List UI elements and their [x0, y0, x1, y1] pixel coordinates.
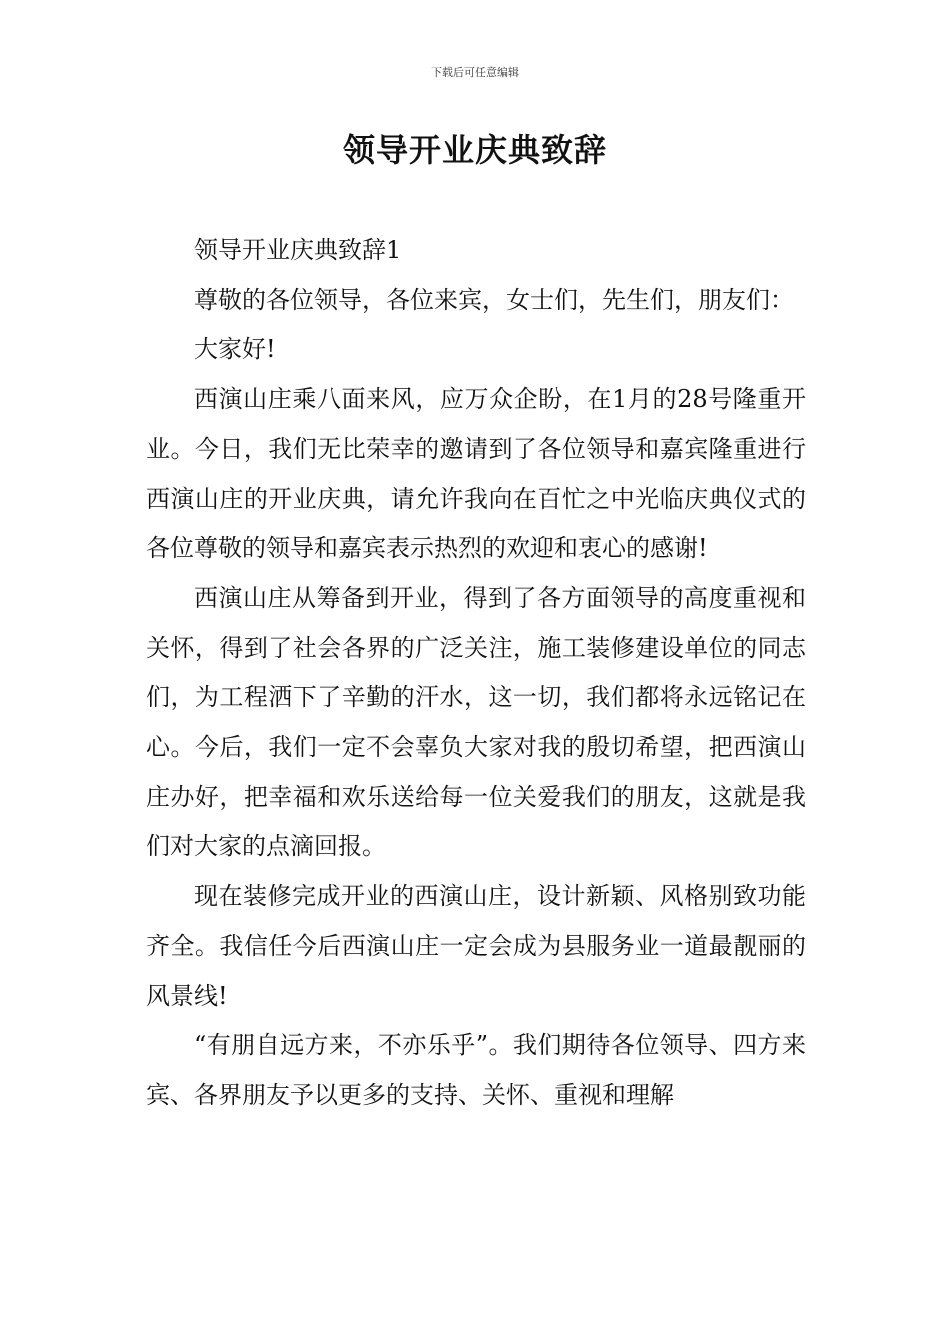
- header-note: 下载后可任意编辑: [431, 66, 519, 79]
- paragraph-salutation: 尊敬的各位领导，各位来宾，女士们，先生们，朋友们：: [194, 285, 794, 314]
- document-title: 领导开业庆典致辞: [342, 131, 607, 169]
- paragraph: 西演山庄从筹备到开业，得到了各方面领导的高度重视和关怀，得到了社会各界的广泛关注，施工装修建设单位的同志们，为工程洒下了辛勤的汗水，这一切，我们都将永远铭记在心。今后，我们一定不会辜负大家对我的殷切希望，把西演山庄办好，把幸福和欢乐送给每一位关爱我们的朋友，这就是我们对大家的点滴回报。: [146, 583, 806, 861]
- paragraph-subtitle: 领导开业庆典致辞1: [194, 236, 402, 264]
- paragraph: “有朋自远方来，不亦乐乎”。我们期待各位领导、四方来宾、各界朋友予以更多的支持、关怀、重视和理解: [146, 1031, 806, 1109]
- paragraph-greeting: 大家好!: [194, 335, 276, 364]
- paragraph: 现在装修完成开业的西演山庄，设计新颖、风格别致功能齐全。我信任今后西演山庄一定会成为县服务业一道最靓丽的风景线!: [146, 882, 806, 1010]
- document-body: [146, 226, 806, 1121]
- paragraph: 西演山庄乘八面来风，应万众企盼，在1月的28号隆重开业。今日，我们无比荣幸的邀请到了各位领导和嘉宾隆重进行西演山庄的开业庆典，请允许我向在百忙之中光临庆典仪式的各位尊敬的领导和嘉宾表示热烈的欢迎和衷心的感谢!: [146, 385, 806, 563]
